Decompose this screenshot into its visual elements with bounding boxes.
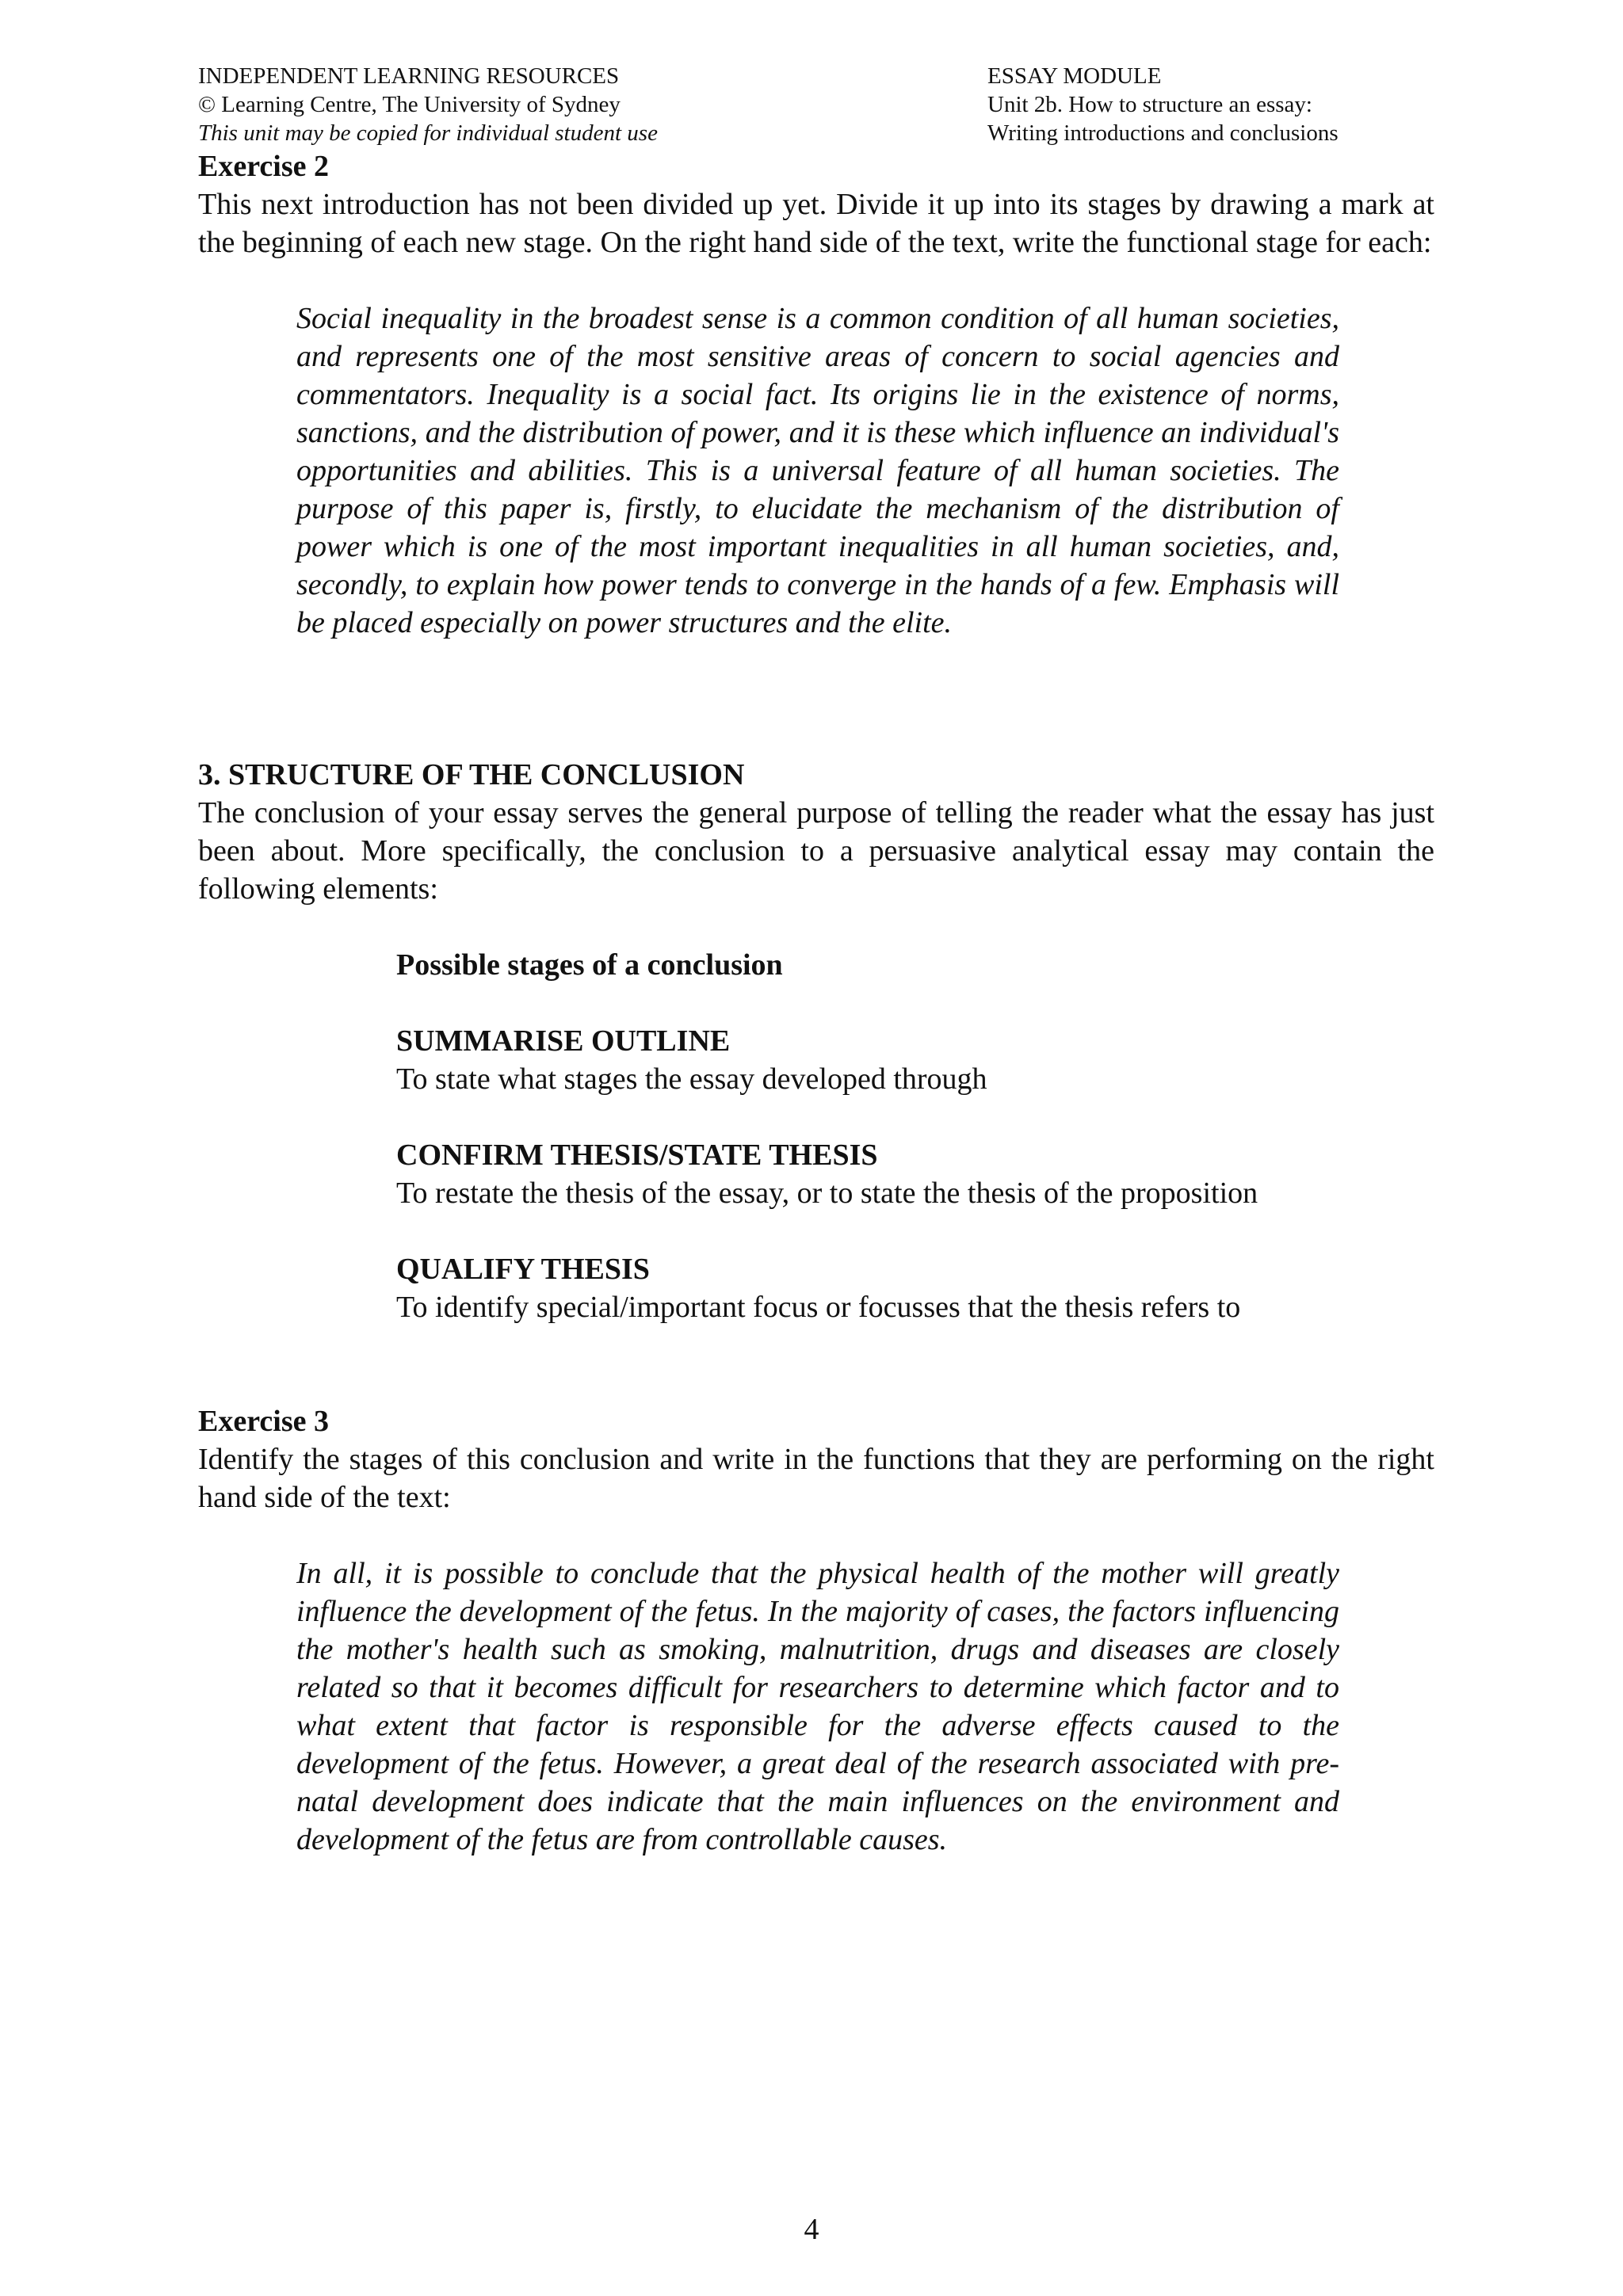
header-right: [987, 62, 1338, 147]
stage-description-qualify: To identify special/important focus or focusses that the thesis refers to: [396, 1291, 1241, 1324]
exercise-2-instructions: This next introduction has not been divided up yet. Divide it up into its stages by drawing a mark at the beginning of each new stage. On the right hand side of the text, write the functional stage for each:: [198, 188, 1434, 259]
stage-title-qualify: QUALIFY THESIS: [396, 1253, 650, 1286]
stages-title: Possible stages of a conclusion: [396, 948, 783, 982]
page-number: 4: [804, 2213, 819, 2246]
header-unit-topic: Writing introductions and conclusions: [987, 120, 1338, 146]
header-org: INDEPENDENT LEARNING RESOURCES: [198, 63, 620, 89]
header-copy-note: This unit may be copied for individual student use: [198, 120, 658, 146]
exercise-3-title: Exercise 3: [198, 1405, 329, 1438]
header-left: [198, 62, 658, 147]
stage-description-confirm: To restate the thesis of the essay, or to state the thesis of the proposition: [396, 1177, 1258, 1210]
section-3-heading: 3. STRUCTURE OF THE CONCLUSION: [198, 758, 745, 791]
document-page: [198, 62, 1434, 1859]
exercise-2-title: Exercise 2: [198, 150, 329, 183]
exercise-3-instructions: Identify the stages of this conclusion and write in the functions that they are performing on the right hand side of the text:: [198, 1443, 1434, 1514]
header-module: ESSAY MODULE: [987, 63, 1162, 89]
conclusion-stages: [396, 946, 1434, 1326]
page-header: [198, 62, 1434, 147]
stage-description-summarise: To state what stages the essay developed through: [396, 1062, 987, 1096]
section-3-intro: The conclusion of your essay serves the general purpose of telling the reader what the essay has just been about. More specifically, the conclusion to a persuasive analytical essay may contain the following elements:: [198, 796, 1434, 906]
header-unit: Unit 2b. How to structure an essay:: [987, 92, 1312, 117]
stage-title-confirm: CONFIRM THESIS/STATE THESIS: [396, 1138, 878, 1172]
stage-title-summarise: SUMMARISE OUTLINE: [396, 1024, 731, 1058]
exercise-2-passage: Social inequality in the broadest sense is a common condition of all human societies, and represents one of the most sensitive areas of concern to social agencies and commentators. Inequality is a social fact. Its origins lie in the existence of norms, sanctions, and the distribution of power, and it is these which influence an individual's opportunities and abilities. This is a universal feature of all human societies. The purpose of this paper is, firstly, to elucidate the mechanism of the distribution of power which is one of the most important inequalities in all human societies, and, secondly, to explain how power tends to converge in the hands of a few. Emphasis will be placed especially on power structures and the elite.: [296, 302, 1339, 639]
exercise-3-passage: In all, it is possible to conclude that the physical health of the mother will greatly influence the development of the fetus. In the majority of cases, the factors influencing the mother's health such as smoking, malnutrition, drugs and diseases are closely related so that it becomes difficult for researchers to determine which factor and to what extent that factor is responsible for the adverse effects caused to the development of the fetus. However, a great deal of the research associated with pre-natal development does indicate that the main influences on the environment and development of the fetus are from controllable causes.: [296, 1557, 1339, 1856]
header-copyright: © Learning Centre, The University of Sydney: [198, 92, 621, 117]
